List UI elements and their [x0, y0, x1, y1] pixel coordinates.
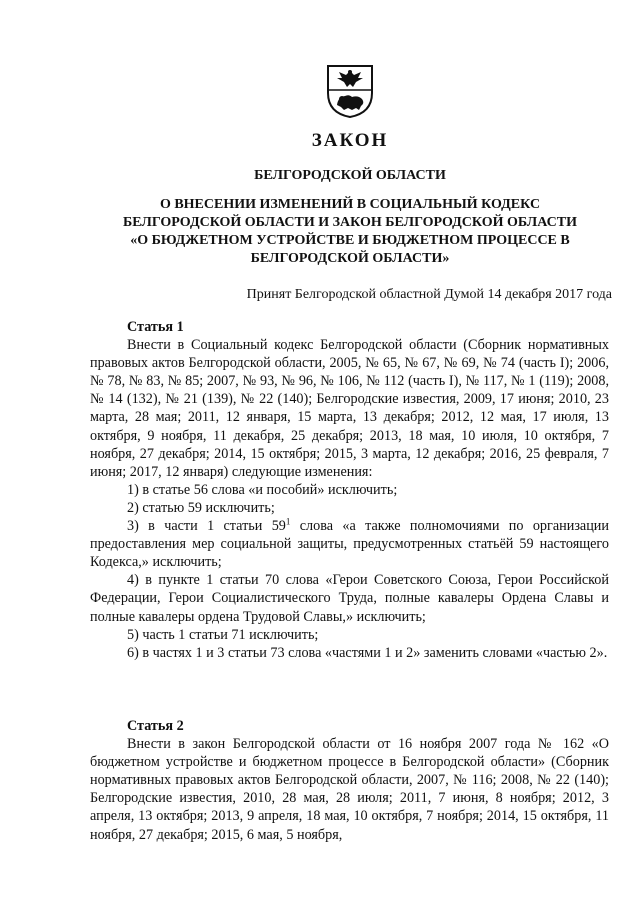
subject-line: О ВНЕСЕНИИ ИЗМЕНЕНИЙ В СОЦИАЛЬНЫЙ КОДЕКС	[159, 197, 541, 212]
amendment-item: 2) статью 59 исключить;	[127, 499, 275, 516]
article-paragraph: Внести в Социальный кодекс Белгородской области (Сборник нормативных правовых актов Белгородской области, 2005, № 65, № 67, № 69, № 74 (часть I); 2006, № 78, № 83, № 85; 2007, № 93, № 96, № 106, № 112 (часть I), № 117, № 1 (119); 2008, № 14 (132), № 21 (139), № 22 (140); Белгородские известия, 2009, 17 июня; 2010, 23 марта, 28 мая; 2011, 12 января, 15 марта, 13 декабря; 2012, 12 мая, 17 июля, 13 октября, 9 ноября, 11 декабря, 25 декабря; 2013, 18 мая, 10 июля, 10 октября, 7 ноября, 27 декабря; 2014, 15 октября; 2015, 3 марта, 12 декабря; 2016, 25 февраля, 7 июня; 2017, 12 января) следующие изменения:	[90, 337, 609, 480]
amendment-item: 1) в статье 56 слова «и пособий» исключить;	[127, 481, 398, 498]
amendment-item: 4) в пункте 1 статьи 70 слова «Герои Советского Союза, Герои Российской Федерации, Герои Социалистического Труда, полные кавалеры Ордена Славы и полные кавалеры ордена Трудовой Славы,» исключить;	[90, 572, 609, 625]
subject-line: «О БЮДЖЕТНОМ УСТРОЙСТВЕ И БЮДЖЕТНОМ ПРОЦЕССЕ В	[130, 233, 570, 248]
article-heading: Статья 1	[127, 319, 184, 335]
coat-of-arms-icon	[325, 63, 375, 119]
item-text: 3) в части 1 статьи 59	[127, 518, 286, 535]
region-title: БЕЛГОРОДСКОЙ ОБЛАСТИ	[254, 168, 446, 183]
superscript: 1	[285, 516, 291, 527]
article-2	[90, 717, 609, 844]
law-title: ЗАКОН	[311, 130, 389, 151]
amendment-item: 5) часть 1 статьи 71 исключить;	[127, 626, 319, 643]
amendment-item: 6) в частях 1 и 3 статьи 73 слова «частями 1 и 2» заменить словами «частью 2».	[127, 644, 608, 661]
article-heading: Статья 2	[127, 718, 184, 734]
article-paragraph: Внести в закон Белгородской области от 16 ноября 2007 года № 162 «О бюджетном устройстве и бюджетном процессе в Белгородской области» (Сборник нормативных правовых актов Белгородской области, 2007, № 116; 2008, № 22 (140); Белгородские известия, 2010, 28 мая, 28 июля; 2011, 7 июня, 8 ноября; 2012, 3 апреля, 13 октября; 2013, 9 апреля, 18 мая, 10 октября, 7 ноября; 2014, 15 октября, 11 ноября, 27 декабря; 2015, 6 мая, 5 ноября,	[90, 736, 609, 843]
subject-line: БЕЛГОРОДСКОЙ ОБЛАСТИ И ЗАКОН БЕЛГОРОДСКОЙ ОБЛАСТИ	[123, 215, 577, 230]
subject-line: БЕЛГОРОДСКОЙ ОБЛАСТИ»	[250, 251, 450, 266]
item-text: слова «а также полномочиями по организации предоставления мер социальной защиты, предусмотренных статьёй 59 настоящего Кодекса,» исключить;	[90, 518, 609, 571]
amendment-item	[90, 517, 609, 571]
adoption-statement: Принят Белгородской областной Думой 14 декабря 2017 года	[246, 287, 612, 302]
law-subject-heading	[90, 196, 610, 268]
article-1	[90, 318, 609, 662]
